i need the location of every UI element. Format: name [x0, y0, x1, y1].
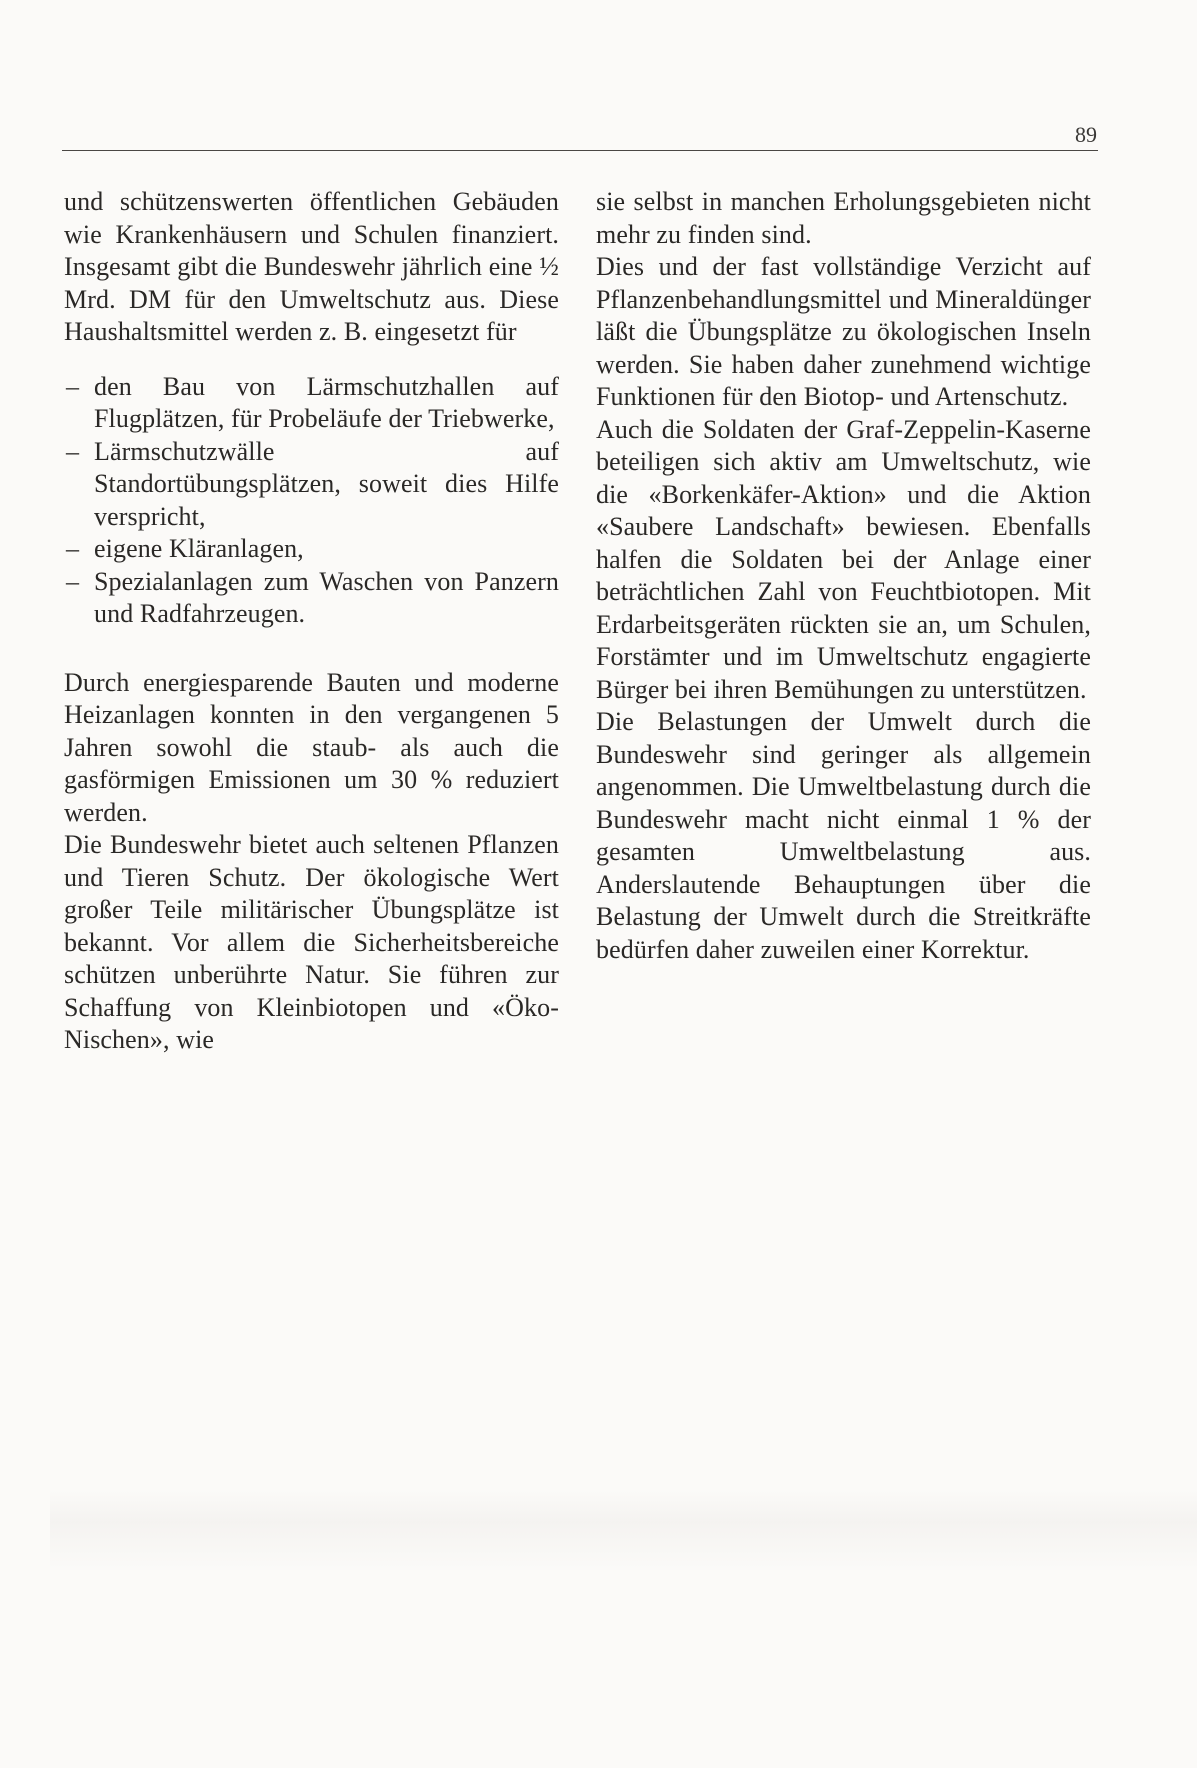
- paragraph: Die Belastungen der Umwelt durch die Bundeswehr sind geringer als allgemein angenommen. Die Umweltbelastung durch die Bundeswehr macht nicht einmal 1 % der gesamten Umweltbelastung aus. Anderslautende Behauptungen über die Belastung der Umwelt durch die Streitkräfte bedürfen daher zuweilen einer Korrektur.: [596, 707, 1091, 964]
- right-column: [596, 186, 1091, 966]
- left-column: [64, 186, 559, 1057]
- spacer: [64, 631, 559, 667]
- bullet-list: [64, 371, 559, 631]
- paragraph: Auch die Soldaten der Graf-Zeppelin-Kaserne beteiligen sich aktiv am Umweltschutz, wie die «Borkenkäfer-Aktion» und die Aktion «Saubere Landschaft» bewiesen. Ebenfalls halfen die Soldaten bei der Anlage einer beträchtlichen Zahl von Feuchtbiotopen. Mit Erdarbeitsgeräten rückten sie an, um Schulen, Forstämter und im Umweltschutz engagierte Bürger bei ihren Bemühungen zu unterstützen.: [596, 414, 1091, 704]
- list-item: – den Bau von Lärmschutzhallen auf Flugplätzen, für Probeläufe der Triebwerke,: [64, 371, 559, 436]
- spacer: [64, 349, 559, 371]
- list-item: – Spezialanlagen zum Waschen von Panzern und Radfahrzeugen.: [64, 566, 559, 631]
- header-rule: [62, 150, 1098, 151]
- paragraph: Dies und der fast vollständige Verzicht auf Pflanzenbehandlungsmittel und Mineraldünger läßt die Übungsplätze zu ökologischen Inseln werden. Sie haben daher zunehmend wichtige Funktionen für den Biotop- und Artenschutz.: [596, 252, 1091, 411]
- list-item: – Lärmschutzwälle auf Standortübungsplätzen, soweit dies Hilfe verspricht,: [64, 436, 559, 534]
- paragraph: Die Bundeswehr bietet auch seltenen Pflanzen und Tieren Schutz. Der ökologische Wert großer Teile militärischer Übungsplätze ist bekannt. Vor allem die Sicherheitsbereiche schützen unberührte Natur. Sie führen zur Schaffung von Kleinbiotopen und «Öko-Nischen», wie: [64, 830, 559, 1054]
- paragraph: sie selbst in manchen Erholungsgebieten nicht mehr zu finden sind.: [596, 187, 1091, 249]
- page-number: 89: [1075, 122, 1097, 147]
- paragraph: und schützenswerten öffentlichen Gebäuden wie Krankenhäusern und Schulen finanziert. Insgesamt gibt die Bundeswehr jährlich eine ½ Mrd. DM für den Umweltschutz aus. Diese Haushaltsmittel werden z. B. eingesetzt für: [64, 187, 559, 346]
- show-through-band: [50, 1490, 1197, 1570]
- paragraph: Durch energiesparende Bauten und moderne Heizanlagen konnten in den vergangenen 5 Jahren sowohl die staub- als auch die gasförmigen Emissionen um 30 % reduziert werden.: [64, 667, 559, 827]
- list-item: – eigene Kläranlagen,: [64, 533, 559, 566]
